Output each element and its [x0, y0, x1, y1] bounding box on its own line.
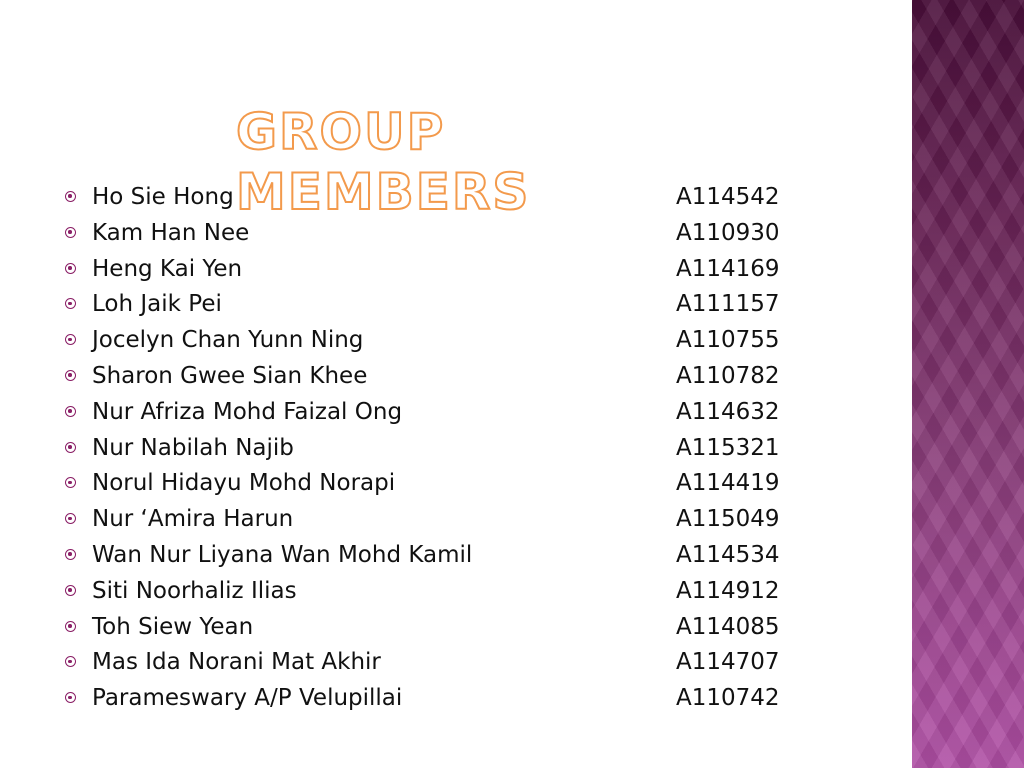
- member-id: A114169: [676, 255, 780, 282]
- list-item: [60, 645, 820, 681]
- circled-dot-icon: [65, 334, 76, 345]
- member-name: Nur ‘Amira Harun: [92, 506, 294, 533]
- list-item: [60, 431, 820, 467]
- circled-dot-icon: [65, 191, 76, 202]
- circled-dot-icon: [65, 549, 76, 560]
- list-item: [60, 252, 820, 288]
- member-name: Nur Nabilah Najib: [92, 434, 294, 461]
- list-item: [60, 323, 820, 359]
- member-id: A114912: [676, 577, 780, 604]
- list-item: [60, 538, 820, 574]
- member-name: Siti Noorhaliz Ilias: [92, 577, 297, 604]
- member-name: Jocelyn Chan Yunn Ning: [92, 327, 364, 354]
- member-id: A114542: [676, 184, 780, 210]
- circled-dot-icon: [65, 370, 76, 381]
- member-name: Wan Nur Liyana Wan Mohd Kamil: [92, 541, 473, 568]
- list-item: [60, 287, 820, 323]
- member-id: A114419: [676, 470, 780, 497]
- list-item: [60, 359, 820, 395]
- circled-dot-icon: [65, 692, 76, 703]
- decorative-sidebar: [912, 0, 1024, 768]
- member-name: Parameswary A/P Velupillai: [92, 685, 403, 712]
- list-item: [60, 502, 820, 538]
- member-name: Heng Kai Yen: [92, 255, 243, 282]
- circled-dot-icon: [65, 477, 76, 488]
- member-id: A114534: [676, 541, 780, 568]
- slide-title: GROUP MEMBERS: [236, 103, 531, 221]
- list-item: [60, 180, 820, 216]
- member-id: A114085: [676, 613, 780, 640]
- circled-dot-icon: [65, 656, 76, 667]
- member-id: A115049: [676, 506, 780, 533]
- circled-dot-icon: [65, 298, 76, 309]
- member-name: Loh Jaik Pei: [92, 291, 222, 318]
- member-id: A111157: [676, 291, 780, 318]
- list-item: [60, 574, 820, 610]
- member-list: [60, 180, 820, 717]
- list-item: [60, 466, 820, 502]
- member-name: Nur Afriza Mohd Faizal Ong: [92, 398, 403, 425]
- member-name: Sharon Gwee Sian Khee: [92, 362, 368, 389]
- list-item: [60, 216, 820, 252]
- member-name: Ho Sie Hong: [92, 184, 234, 210]
- member-id: A110782: [676, 362, 780, 389]
- member-id: A110930: [676, 219, 780, 246]
- member-name: Mas Ida Norani Mat Akhir: [92, 649, 381, 676]
- member-id: A110742: [676, 685, 780, 712]
- member-id: A115321: [676, 434, 780, 461]
- circled-dot-icon: [65, 227, 76, 238]
- list-item: [60, 395, 820, 431]
- circled-dot-icon: [65, 513, 76, 524]
- member-name: Kam Han Nee: [92, 219, 250, 246]
- list-item: [60, 681, 820, 717]
- member-name: Norul Hidayu Mohd Norapi: [92, 470, 396, 497]
- circled-dot-icon: [65, 585, 76, 596]
- circled-dot-icon: [65, 263, 76, 274]
- circled-dot-icon: [65, 621, 76, 632]
- member-id: A114707: [676, 649, 780, 676]
- list-item: [60, 610, 820, 646]
- member-id: A114632: [676, 398, 780, 425]
- circled-dot-icon: [65, 442, 76, 453]
- member-name: Toh Siew Yean: [92, 613, 254, 640]
- member-id: A110755: [676, 327, 780, 354]
- circled-dot-icon: [65, 406, 76, 417]
